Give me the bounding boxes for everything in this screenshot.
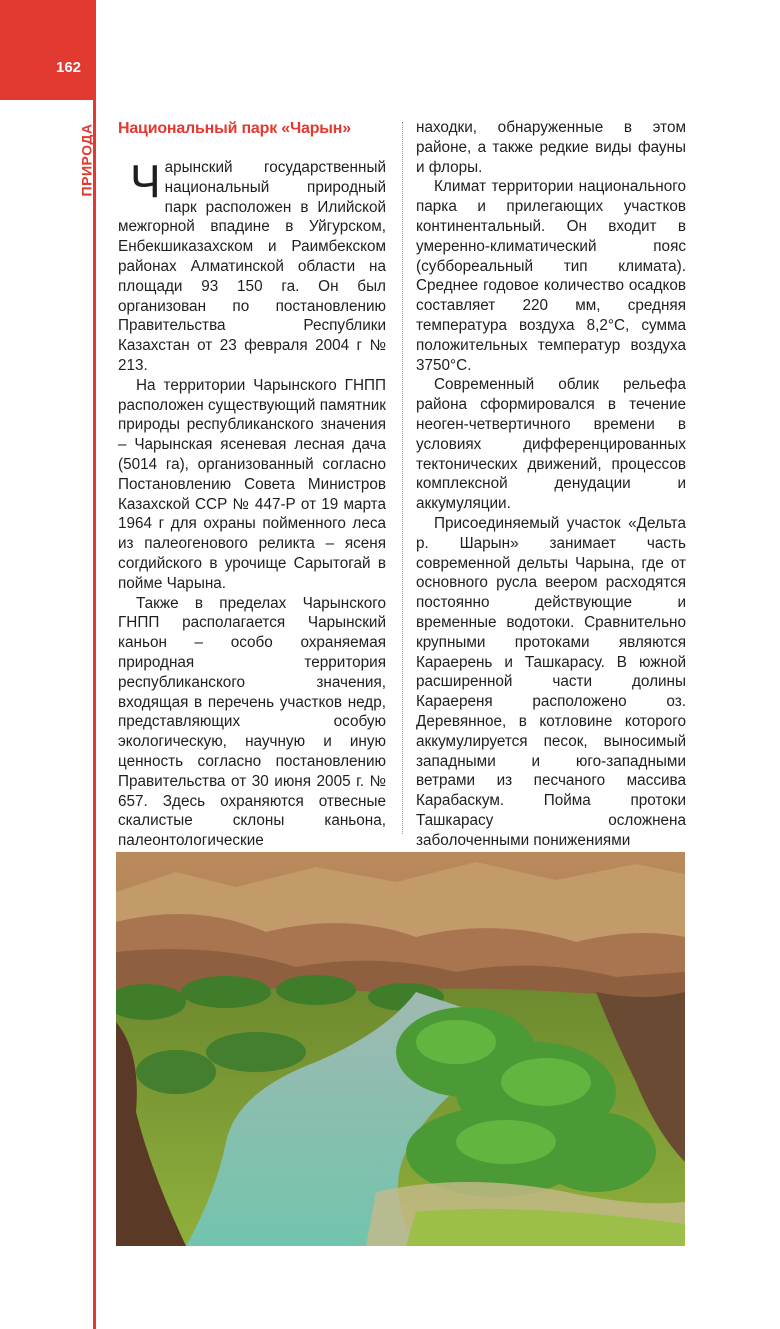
article-paragraph	[118, 155, 386, 376]
article-paragraph: Присоединяемый участок «Дельта р. Шарын» занимает часть современной дельты Чарына, где от основного русла веером расходятся постоянно действующие и временные водотоки. Сравнительно крупными протоками являются Караерень и Ташкарасу. В южной расширенной части долины Караереня расположено оз. Деревянное, в котловине которого аккумулируется песок, выносимый западными и юго-западными ветрами из песчаного массива Карабаскум. Пойма протоки Ташкарасу осложнена заболоченными понижениями	[416, 514, 686, 849]
section-label	[76, 120, 96, 200]
section-label-text: ПРИРОДА	[78, 123, 94, 197]
article-title: Национальный парк «Чарын»	[118, 120, 351, 137]
article-paragraph: Климат территории национального парка и прилегающих участков континентальный. Он входит в умеренно-климатический пояс (суббореальный тип климата). Среднее годовое количество осадков составляет 220 мм, средняя температура воздуха 8,2°С, сумма положительных температур воздуха 3750°С.	[416, 178, 686, 374]
canyon-river-illustration	[116, 852, 685, 1246]
article-column-left	[118, 118, 386, 851]
article-column-right	[416, 118, 686, 850]
page-number: 162	[56, 59, 82, 76]
paragraph-text: арынский государственный национальный природный парк расположен в Илийской межгорной впадине в Уйгурском, Енбекшиказахском и Раимбекском районах Алматинской области на площади 93 150 га. Он был организован по постановлению Правительства Республики Казахстан от 23 февраля 2004 г № 213.	[118, 159, 386, 374]
drop-cap: Ч	[130, 155, 161, 207]
article-paragraph: находки, обнаруженные в этом районе, а также редкие виды фауны и флоры.	[416, 119, 686, 176]
article-paragraph: Современный облик рельефа района сформировался в течение неоген-четвертичного времени в условиях дифференцированных тектонических движений, процессов комплексной денудации и аккумуляции.	[416, 376, 686, 513]
page-number-tab	[0, 0, 96, 100]
article-paragraph: Также в пределах Чарынского ГНПП располагается Чарынский каньон – особо охраняемая природная территория республиканского значения, входящая в перечень участков недр, представляющих особую экологическую, научную и иную ценность согласно постановлению Правительства от 30 июня 2005 г. № 657. Здесь охраняются отвесные скалистые склоны каньона, палеонтологические	[118, 594, 386, 850]
column-divider	[402, 122, 403, 834]
side-rule	[93, 100, 96, 1329]
canyon-photo	[116, 852, 685, 1246]
article-paragraph: На территории Чарынского ГНПП расположен существующий памятник природы республиканского значения – Чарынская ясеневая лесная дача (5014 га), организованный согласно Постановлению Совета Министров Казахской ССР № 447-Р от 19 марта 1964 г для охраны пойменного леса из палеогенового реликта – ясеня согдийского в урочище Сарытогай в пойме Чарына.	[118, 376, 386, 592]
